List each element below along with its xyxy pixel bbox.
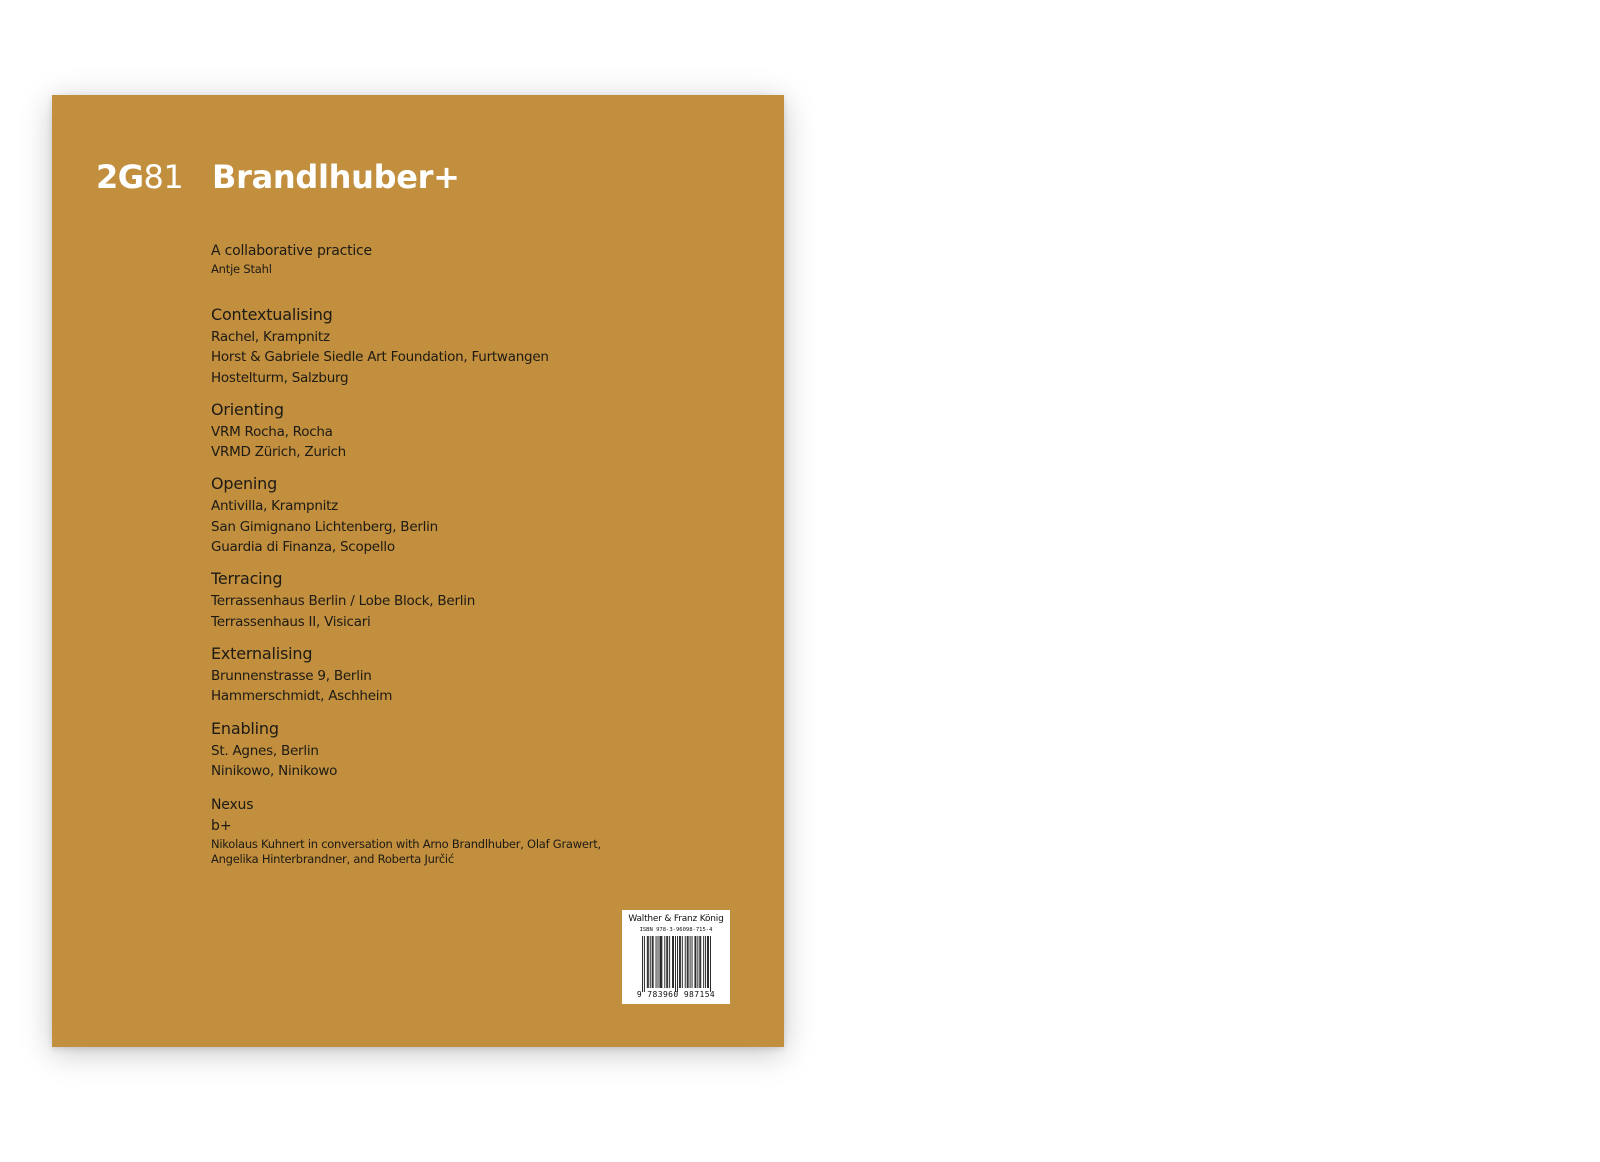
barcode-bar [642,936,643,992]
barcode-bar [661,936,662,988]
barcode-bar [667,936,668,988]
project-entry: VRM Rocha, Rocha [211,423,333,440]
section-heading: Externalising [211,643,313,663]
project-entry: Ninikowo, Ninikowo [211,762,338,779]
barcode-bar [669,936,670,988]
intro-author: Antje Stahl [211,262,272,276]
barcode-graphic [642,936,712,992]
book-back-cover [52,95,784,1047]
project-entry: Terrassenhaus Berlin / Lobe Block, Berlin [211,593,476,610]
project-entry: Rachel, Krampnitz [211,329,330,345]
issue-number: 81 [143,158,184,196]
toc-section [211,398,651,463]
barcode-bar [677,936,678,992]
project-entry: St. Agnes, Berlin [211,742,319,759]
barcode-bar [710,936,711,992]
section-heading: Opening [211,474,278,494]
barcode-bar [656,936,657,988]
project-entry: Terrassenhaus II, Visicari [211,613,371,630]
project-entry: VRMD Zürich, Zurich [211,444,346,461]
barcode-bar [644,936,645,992]
barcode-bar [652,936,653,988]
barcode-bar [680,936,681,988]
nexus-entry [211,795,651,867]
section-heading: Enabling [211,718,279,738]
section-heading: Orienting [211,399,284,419]
barcode-bar [703,936,704,988]
barcode-bar [695,936,696,988]
project-entry: Hammerschmidt, Aschheim [211,688,393,705]
project-entry: Guardia di Finanza, Scopello [211,539,395,556]
series-name: 2G [96,158,144,196]
ean-digits: 9 783960 987154 [636,990,716,999]
barcode-bar [673,936,674,988]
intro-heading: A collaborative practice [211,243,372,259]
toc-section [211,717,651,782]
barcode-bar [708,936,709,988]
project-entry: Hostelturm, Salzburg [211,369,349,386]
barcode-bar [685,936,686,988]
barcode-bar [648,936,649,988]
barcode-bar [679,936,680,988]
barcode-bar [672,936,673,988]
project-entry: San Gimignano Lichtenberg, Berlin [211,518,438,535]
project-entry: Brunnenstrasse 9, Berlin [211,667,372,684]
barcode-bar [690,936,691,988]
toc-section [211,303,651,388]
section-heading: Terracing [211,569,283,589]
barcode-bar [687,936,688,988]
barcode-bar [664,936,665,988]
barcode-bar [705,936,706,988]
issue-label [96,153,212,201]
barcode-bar [666,936,667,988]
cover-title: Brandlhuber+ [212,158,460,196]
barcode-bar [660,936,661,988]
barcode-bar [707,936,708,988]
project-entry: Antivilla, Krampnitz [211,498,339,515]
toc-section [211,642,651,707]
intro-entry [211,241,651,277]
toc-section [211,567,651,632]
barcode-bar [699,936,700,988]
barcode-bar [647,936,648,988]
nexus-credit: Nikolaus Kuhnert in conversation with Arno Brandlhuber, Olaf Grawert, Angelika Hinterbrandner, and Roberta Jurčić [211,837,601,867]
toc-section [211,472,651,557]
table-of-contents [211,241,651,867]
barcode-bar [695,936,696,988]
nexus-subheading: b+ [211,818,232,835]
project-entry: Horst & Gabriele Siedle Art Foundation, Furtwangen [211,349,549,366]
barcode-bar [700,936,701,988]
toc-sections [211,303,651,781]
isbn-number: ISBN 978-3-96098-715-4 [639,927,713,933]
barcode-bar [682,936,683,988]
cover-header [96,153,460,201]
publisher-name: Walther & Franz König [628,914,724,924]
barcode-bar [688,936,689,988]
barcode-bar [692,936,693,988]
barcode-bar [650,936,651,988]
barcode-bar [658,936,659,988]
barcode-bar [697,936,698,988]
barcode-bar [660,936,661,988]
barcode-bar [675,936,676,992]
section-heading: Contextualising [211,305,333,324]
nexus-heading: Nexus [211,797,254,814]
barcode-label [622,910,730,1004]
barcode-bar [653,936,654,988]
